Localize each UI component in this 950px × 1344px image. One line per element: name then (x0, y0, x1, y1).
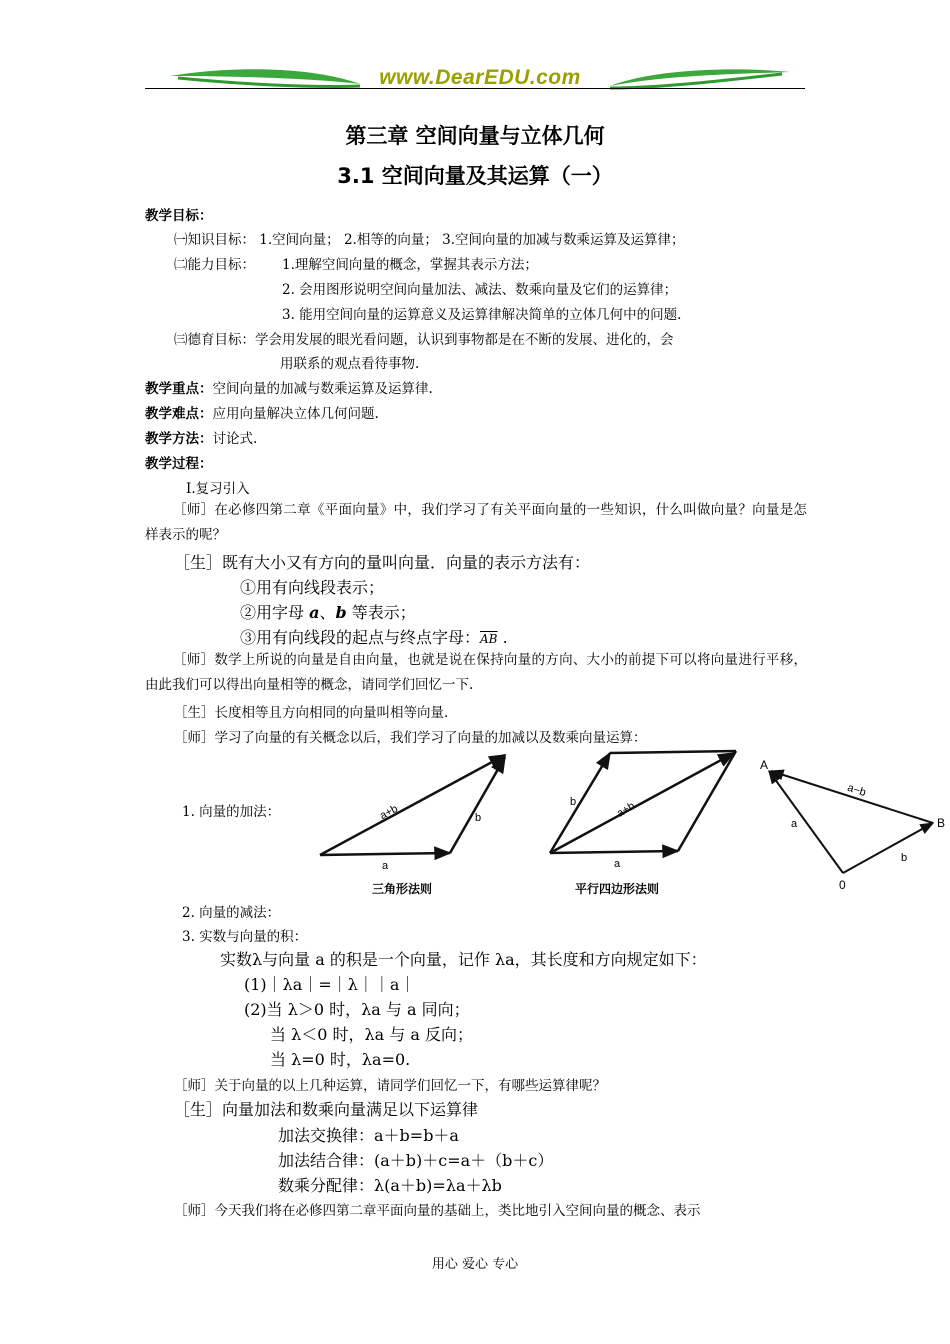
law-distributive: 数乘分配律：λ(a＋b)=λa＋λb (278, 1176, 502, 1195)
scalar-mult-rule-3: 当 λ＜0 时，λa 与 a 反向； (270, 1025, 473, 1044)
triangle-label-sum: a+b (377, 802, 401, 823)
objectives-heading: 教学目标： (145, 208, 213, 224)
representation-2-suffix: 等表示； (346, 603, 416, 622)
scalar-mult-rule-4: 当 λ=0 时，λa=0. (270, 1050, 411, 1069)
parallelogram-rule-figure (550, 751, 736, 896)
representation-3: ③用有向线段的起点与终点字母：$\overline{AB}$ . (240, 628, 508, 647)
focus-text: 空间向量的加减与数乘运算及运算律. (212, 381, 433, 397)
subtraction-diagram (755, 755, 950, 895)
method-label: 教学方法： (145, 431, 213, 447)
student-paragraph-4: ［生］向量加法和数乘向量满足以下运算律 (174, 1100, 479, 1119)
parallelogram-vector-a (550, 851, 678, 853)
section-title: 3.1 空间向量及其运算（一） (337, 164, 613, 188)
objective-ability-label: ㈡能力目标： (174, 257, 255, 273)
vector-ab-symbol: $\overline{AB}$ (480, 632, 498, 646)
point-o-label: 0 (839, 878, 846, 892)
parallelogram-label-sum: a+b (614, 800, 638, 820)
objective-ability-3: 3. 能用空间向量的运算意义及运算律解决简单的立体几何中的问题. (282, 307, 682, 323)
point-a-label: A (760, 758, 769, 772)
law-commutative: 加法交换律：a＋b=b＋a (278, 1126, 459, 1145)
student-paragraph-1: ［生］既有大小又有方向的量叫向量．向量的表示方法有： (174, 553, 591, 572)
header-rule (145, 88, 805, 89)
addition-label: 1. 向量的加法： (182, 804, 281, 820)
point-b-label: B (937, 816, 946, 830)
parallelogram-label-b: b (570, 796, 577, 808)
scalar-mult-rule-2: (2)当 λ＞0 时，λa 与 a 同向； (244, 1000, 470, 1019)
objective-ability-1: 1.理解空间向量的概念，掌握其表示方法； (282, 257, 538, 273)
representation-2-prefix: ②用字母 (240, 603, 310, 622)
parallelogram-top-side (610, 751, 736, 753)
subtraction-line-b (843, 823, 933, 873)
triangle-label-b: b (475, 812, 482, 824)
objective-moral-1: ㈢德育目标：学会用发展的眼光看问题，认识到事物都是在不断的发展、进化的，会 (174, 332, 674, 348)
process-heading: 教学过程： (145, 456, 213, 472)
objective-ability-2: 2. 会用图形说明空间向量加法、减法、数乘向量及它们的运算律； (282, 282, 678, 298)
review-heading: Ⅰ.复习引入 (186, 481, 250, 497)
difficulty-line (145, 402, 379, 422)
representation-2-separator: 、 (319, 603, 336, 622)
parallelogram-caption: 平行四边形法则 (575, 882, 660, 896)
triangle-rule-figure (320, 755, 505, 896)
subtraction-line-diff (771, 771, 933, 823)
law-associative: 加法结合律：(a＋b)＋c=a＋（b＋c） (278, 1151, 554, 1170)
page-footer: 用心 爱心 专心 (431, 1257, 519, 1272)
chapter-title: 第三章 空间向量与立体几何 (345, 124, 605, 148)
representation-1: ①用有向线段表示； (240, 578, 385, 597)
subtraction-label-b: b (901, 852, 908, 864)
focus-label: 教学重点： (145, 381, 213, 397)
triangle-vector-a (320, 853, 450, 855)
scalar-mult-label: 3. 实数与向量的积： (182, 929, 308, 945)
teacher-paragraph-1: ［师］在必修四第二章《平面向量》中，我们学习了有关平面向量的一些知识，什么叫做向量？向量是怎样表示的呢？ (145, 502, 807, 543)
subtraction-label-diff: a−b (845, 781, 868, 800)
vector-a-symbol: a (309, 603, 320, 622)
focus-line (145, 377, 433, 397)
teacher-paragraph-4: ［师］关于向量的以上几种运算，请同学们回忆一下，有哪些运算律呢？ (174, 1078, 606, 1094)
header-logo (170, 62, 790, 96)
difficulty-label: 教学难点： (145, 406, 213, 422)
vector-figures (300, 745, 820, 905)
triangle-caption: 三角形法则 (372, 882, 433, 896)
subtraction-line-a (769, 771, 843, 873)
triangle-vector-b (450, 757, 505, 853)
vector-b-symbol: b (335, 603, 347, 622)
method-text: 讨论式. (212, 431, 258, 447)
student-paragraph-2: ［生］长度相等且方向相同的向量叫相等向量. (174, 705, 449, 721)
teacher-paragraph-2: ［师］数学上所说的向量是自由向量，也就是说在保持向量的方向、大小的前提下可以将向量进行平移，由此我们可以得出向量相等的概念，请同学们回忆一下. (145, 652, 807, 693)
method-line (145, 427, 257, 447)
subtraction-label: 2. 向量的减法： (182, 905, 281, 921)
parallelogram-right-side (678, 751, 736, 851)
scalar-mult-definition: 实数λ与向量 a 的积是一个向量，记作 λa，其长度和方向规定如下： (220, 950, 707, 969)
representation-3-text: ③用有向线段的起点与终点字母： (240, 628, 481, 647)
teacher-paragraph-3: ［师］学习了向量的有关概念以后，我们学习了向量的加减以及数乘向量运算： (174, 730, 647, 746)
objective-moral-2: 用联系的观点看待事物. (280, 356, 420, 372)
logo-text: www.DearEDU.com (379, 66, 581, 89)
subtraction-label-a: a (791, 818, 798, 830)
objective-knowledge: ㈠知识目标： 1.空间向量； 2.相等的向量； 3.空间向量的加减与数乘运算及运算律； (174, 232, 685, 248)
teacher-paragraph-5: ［师］今天我们将在必修四第二章平面向量的基础上，类比地引入空间向量的概念、表示 (174, 1203, 701, 1219)
difficulty-text: 应用向量解决立体几何问题. (212, 406, 379, 422)
scalar-mult-rule-1: (1)｜λa｜=｜λ｜｜a｜ (244, 975, 416, 994)
triangle-label-a: a (382, 860, 389, 872)
representation-2 (240, 600, 416, 623)
parallelogram-label-a: a (614, 858, 621, 870)
